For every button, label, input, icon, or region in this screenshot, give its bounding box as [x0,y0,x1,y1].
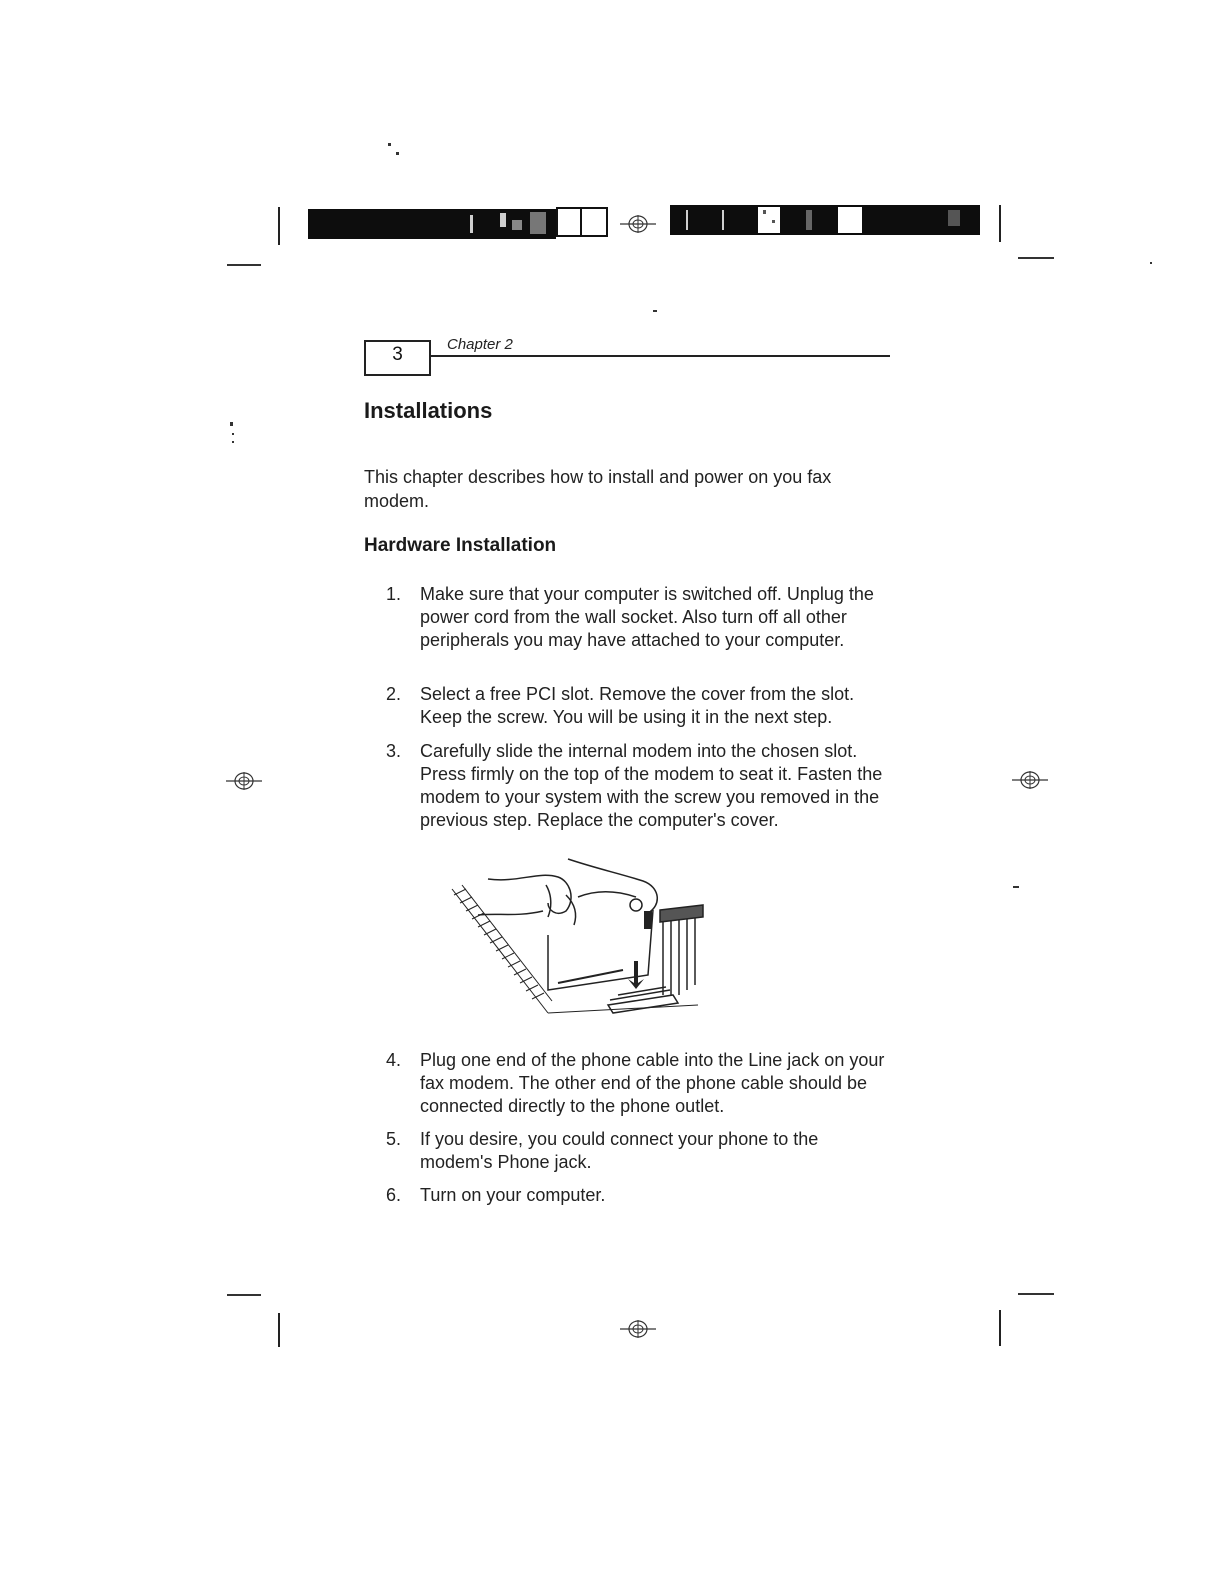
step-text: Plug one end of the phone cable into the Line jack on your fax modem. The other end of the phone cable should be connected directly to the phone outlet. [420,1050,885,1116]
intro-paragraph: This chapter describes how to install and power on you fax modem. [364,467,832,511]
expansion-brackets [660,905,703,995]
crop-mark-bottom-right-horizontal [1018,1293,1054,1295]
step-number: 5. [386,1129,402,1149]
down-arrow-icon [628,961,644,989]
page-number: 3 [392,344,403,365]
chapter-rule [430,355,890,357]
speck [230,422,233,426]
step-text: Carefully slide the internal modem into the chosen slot. Press firmly on the top of the modem to seat it. Fasten the modem to your system with the screw you removed in the previous step. Replace the computer's cover. [420,741,883,830]
step-number: 1. [386,584,402,604]
registration-target-icon [620,212,656,236]
crop-mark-bottom-right-vertical [999,1310,1001,1346]
crop-mark-bottom-left-vertical [278,1313,280,1347]
speck [1013,886,1019,888]
chapter-label: Chapter 2 [447,336,513,353]
speck [232,433,234,435]
modem-installation-illustration [448,855,708,1025]
speck [232,441,234,443]
crop-mark-top-left-horizontal [227,264,261,266]
registration-target-icon [620,1317,656,1341]
step-text: Turn on your computer. [420,1185,606,1205]
step-number: 2. [386,684,402,704]
step-number: 4. [386,1050,402,1070]
step-number: 3. [386,741,402,761]
speck [1150,262,1152,264]
registration-target-icon [226,769,262,793]
step-number: 6. [386,1185,402,1205]
page-title: Installations [364,398,493,423]
crop-mark-bottom-left-horizontal [227,1294,261,1296]
motherboard-edge [452,885,698,1013]
hands-illustration [478,859,657,925]
step-text: Select a free PCI slot. Remove the cover from the slot. Keep the screw. You will be using it in the next step. [420,684,855,727]
speck [396,152,399,155]
registration-target-icon [1012,768,1048,792]
crop-mark-top-left-vertical [278,207,280,245]
section-heading: Hardware Installation [364,535,557,556]
step-text: Make sure that your computer is switched off. Unplug the power cord from the wall socket. Also turn off all other peripherals you may have attached to your computer. [420,584,874,650]
step-text: If you desire, you could connect your phone to the modem's Phone jack. [420,1129,819,1172]
crop-mark-top-right-horizontal [1018,257,1054,259]
crop-mark-top-right-vertical [999,205,1001,242]
speck [653,310,657,312]
speck [388,143,391,146]
